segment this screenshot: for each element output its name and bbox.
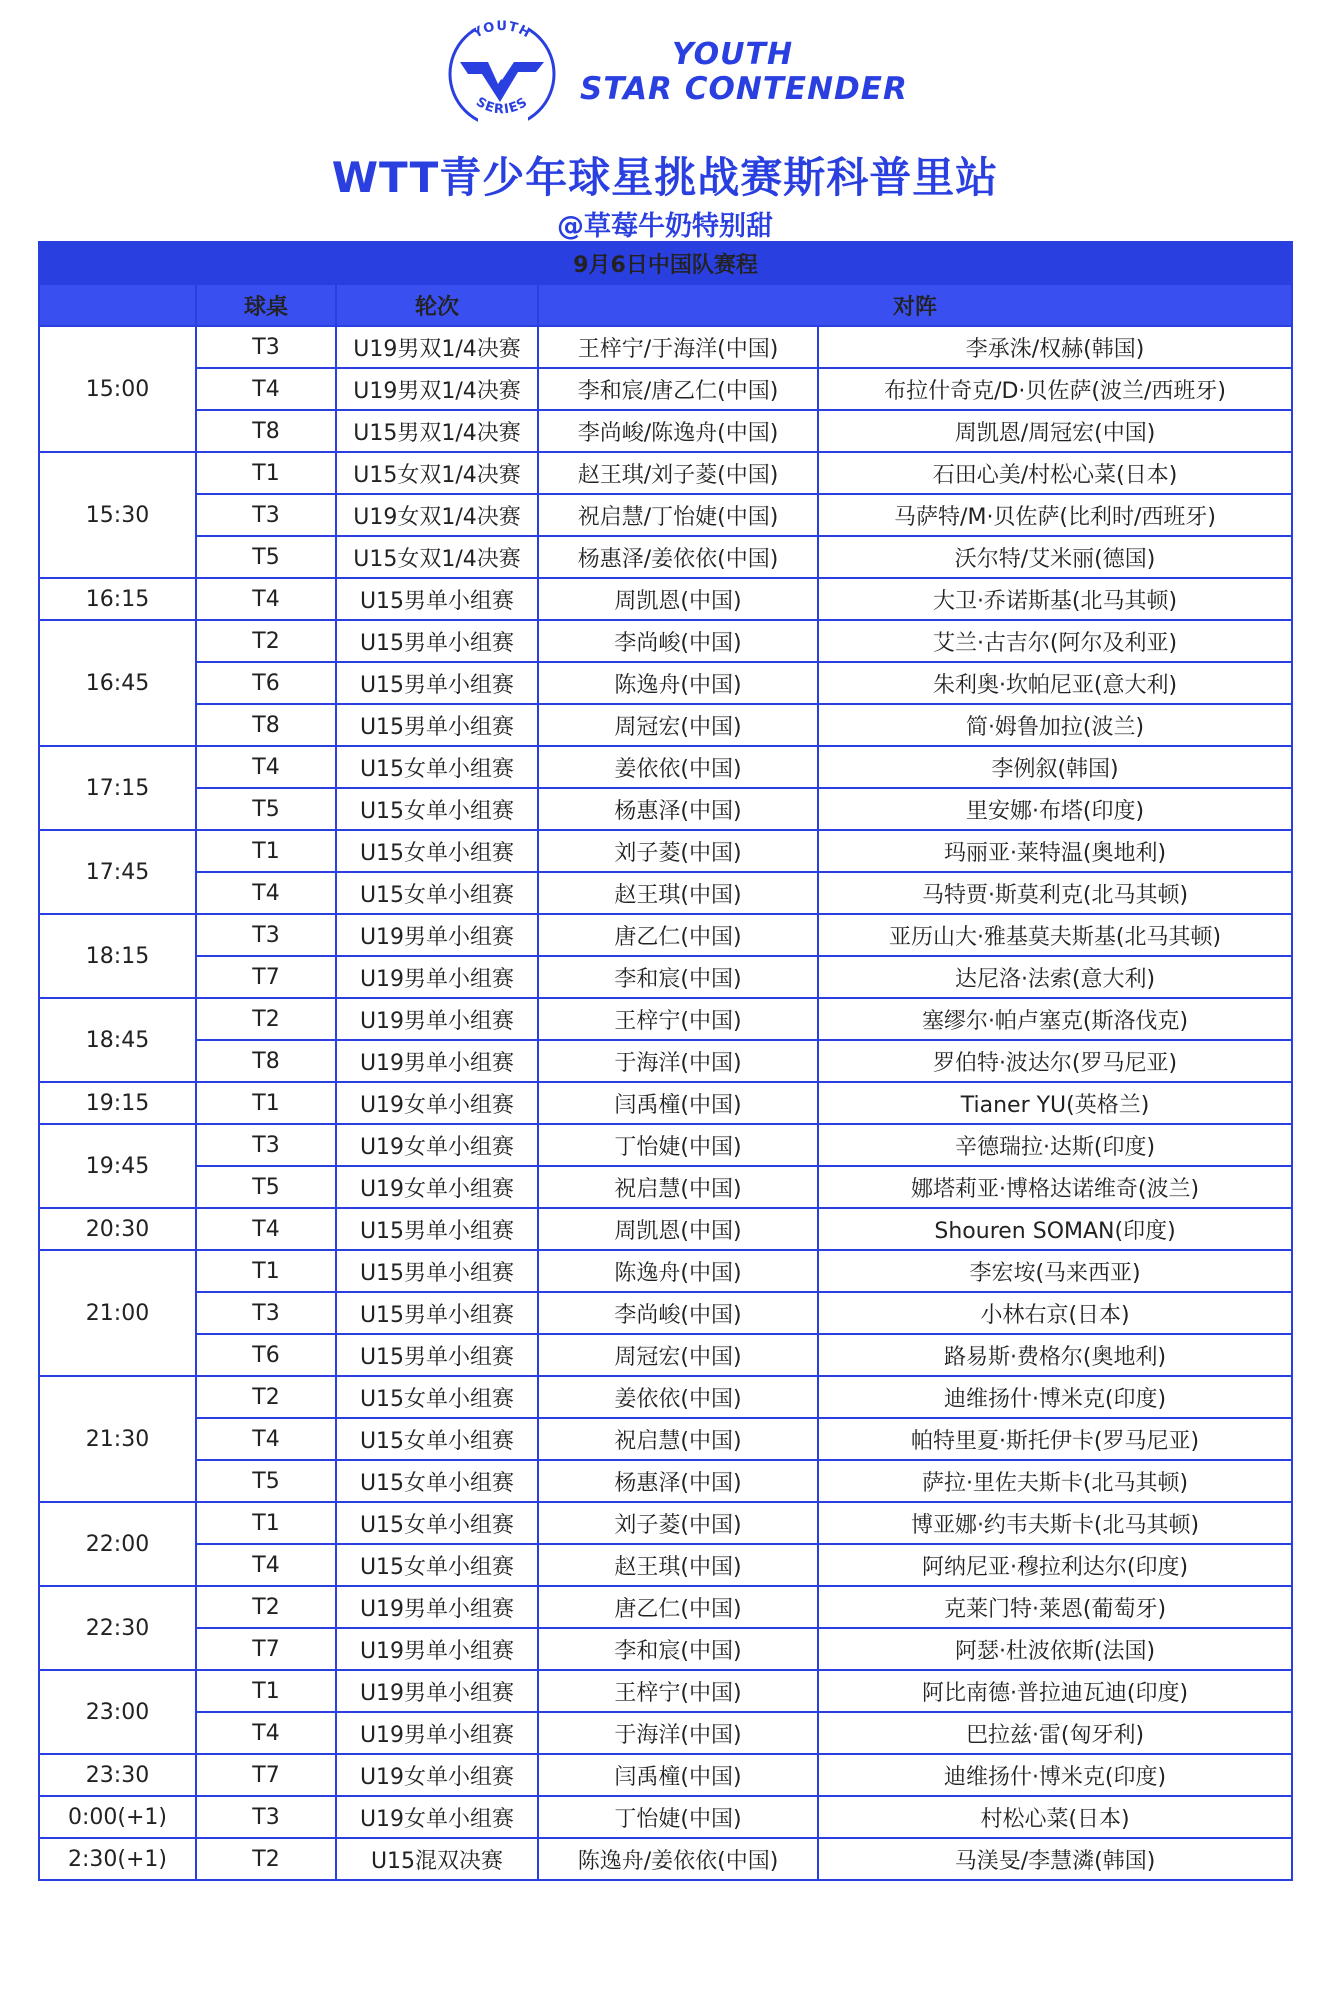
- china-player-cell: 李尚峻(中国): [538, 1292, 818, 1334]
- round-cell: U19男单小组赛: [336, 1670, 538, 1712]
- china-player-cell: 刘子菱(中国): [538, 1502, 818, 1544]
- table-row: [39, 998, 1292, 1040]
- round-cell: U15女单小组赛: [336, 830, 538, 872]
- schedule-table: [38, 241, 1293, 1881]
- china-player-cell: 祝启慧(中国): [538, 1166, 818, 1208]
- china-player-cell: 唐乙仁(中国): [538, 914, 818, 956]
- china-player-cell: 赵王琪/刘子菱(中国): [538, 452, 818, 494]
- round-cell: U15女单小组赛: [336, 1418, 538, 1460]
- china-player-cell: 祝启慧/丁怡婕(中国): [538, 494, 818, 536]
- round-cell: U15混双决赛: [336, 1838, 538, 1880]
- logo-line-2: STAR CONTENDER: [580, 71, 908, 107]
- table-cell: T4: [196, 1712, 336, 1754]
- table-cell: T2: [196, 1586, 336, 1628]
- china-player-cell: 周凯恩(中国): [538, 1208, 818, 1250]
- table-cell: T1: [196, 1250, 336, 1292]
- table-row: [39, 1460, 1292, 1502]
- opponent-cell: 迪维扬什·博米克(印度): [818, 1754, 1292, 1796]
- column-header-row: [39, 284, 1292, 326]
- opponent-cell: 石田心美/村松心菜(日本): [818, 452, 1292, 494]
- table-row: [39, 914, 1292, 956]
- round-cell: U19女单小组赛: [336, 1082, 538, 1124]
- opponent-cell: 李例叙(韩国): [818, 746, 1292, 788]
- round-cell: U15男单小组赛: [336, 1250, 538, 1292]
- round-cell: U15男单小组赛: [336, 704, 538, 746]
- table-row: [39, 452, 1292, 494]
- table-row: [39, 1838, 1292, 1880]
- china-player-cell: 杨惠泽/姜依依(中国): [538, 536, 818, 578]
- table-row: [39, 620, 1292, 662]
- opponent-cell: 娜塔莉亚·博格达诺维奇(波兰): [818, 1166, 1292, 1208]
- table-cell: T3: [196, 494, 336, 536]
- table-row: [39, 494, 1292, 536]
- opponent-cell: 周凯恩/周冠宏(中国): [818, 410, 1292, 452]
- table-cell: T5: [196, 536, 336, 578]
- round-cell: U15男单小组赛: [336, 662, 538, 704]
- round-cell: U15男单小组赛: [336, 1334, 538, 1376]
- time-slot: 22:30: [39, 1586, 196, 1670]
- china-player-cell: 周凯恩(中国): [538, 578, 818, 620]
- opponent-cell: 塞缪尔·帕卢塞克(斯洛伐克): [818, 998, 1292, 1040]
- china-player-cell: 李尚峻(中国): [538, 620, 818, 662]
- logo-wordmark: [580, 38, 908, 106]
- time-slot: 21:30: [39, 1376, 196, 1502]
- opponent-cell: 沃尔特/艾米丽(德国): [818, 536, 1292, 578]
- table-row: [39, 1376, 1292, 1418]
- table-row: [39, 1796, 1292, 1838]
- china-player-cell: 陈逸舟(中国): [538, 662, 818, 704]
- table-row: [39, 1040, 1292, 1082]
- china-player-cell: 赵王琪(中国): [538, 1544, 818, 1586]
- header: [0, 0, 1330, 240]
- round-cell: U15女双1/4决赛: [336, 452, 538, 494]
- logo-line-1: YOUTH: [672, 37, 794, 72]
- table-row: [39, 1418, 1292, 1460]
- time-slot: 21:00: [39, 1250, 196, 1376]
- table-cell: T6: [196, 1334, 336, 1376]
- table-row: [39, 830, 1292, 872]
- china-player-cell: 祝启慧(中国): [538, 1418, 818, 1460]
- opponent-cell: Shouren SOMAN(印度): [818, 1208, 1292, 1250]
- table-cell: T4: [196, 872, 336, 914]
- table-row: [39, 1250, 1292, 1292]
- china-player-cell: 于海洋(中国): [538, 1712, 818, 1754]
- schedule-banner: 9月6日中国队赛程: [39, 242, 1292, 284]
- column-header-time: [39, 284, 196, 326]
- china-player-cell: 丁怡婕(中国): [538, 1124, 818, 1166]
- opponent-cell: 萨拉·里佐夫斯卡(北马其顿): [818, 1460, 1292, 1502]
- opponent-cell: 简·姆鲁加拉(波兰): [818, 704, 1292, 746]
- china-player-cell: 刘子菱(中国): [538, 830, 818, 872]
- opponent-cell: 朱利奥·坎帕尼亚(意大利): [818, 662, 1292, 704]
- table-row: [39, 1670, 1292, 1712]
- table-row: [39, 1208, 1292, 1250]
- round-cell: U15女双1/4决赛: [336, 536, 538, 578]
- opponent-cell: 艾兰·古吉尔(阿尔及利亚): [818, 620, 1292, 662]
- table-cell: T2: [196, 998, 336, 1040]
- round-cell: U19男双1/4决赛: [336, 368, 538, 410]
- round-cell: U15女单小组赛: [336, 1502, 538, 1544]
- opponent-cell: 阿纳尼亚·穆拉利达尔(印度): [818, 1544, 1292, 1586]
- time-slot: 18:15: [39, 914, 196, 998]
- table-cell: T5: [196, 1166, 336, 1208]
- time-slot: 20:30: [39, 1208, 196, 1250]
- opponent-cell: 玛丽亚·莱特温(奥地利): [818, 830, 1292, 872]
- time-slot: 23:30: [39, 1754, 196, 1796]
- opponent-cell: 里安娜·布塔(印度): [818, 788, 1292, 830]
- table-row: [39, 704, 1292, 746]
- table-row: [39, 788, 1292, 830]
- china-player-cell: 于海洋(中国): [538, 1040, 818, 1082]
- table-row: [39, 1292, 1292, 1334]
- round-cell: U15男双1/4决赛: [336, 410, 538, 452]
- round-cell: U19男单小组赛: [336, 1586, 538, 1628]
- table-cell: T8: [196, 1040, 336, 1082]
- table-row: [39, 1166, 1292, 1208]
- table-row: [39, 956, 1292, 998]
- time-slot: 16:45: [39, 620, 196, 746]
- table-cell: T5: [196, 788, 336, 830]
- table-cell: T4: [196, 746, 336, 788]
- round-cell: U19女双1/4决赛: [336, 494, 538, 536]
- china-player-cell: 李尚峻/陈逸舟(中国): [538, 410, 818, 452]
- china-player-cell: 闫禹橦(中国): [538, 1754, 818, 1796]
- time-slot: 23:00: [39, 1670, 196, 1754]
- time-slot: 2:30(+1): [39, 1838, 196, 1880]
- time-slot: 22:00: [39, 1502, 196, 1586]
- china-player-cell: 李和宸(中国): [538, 1628, 818, 1670]
- round-cell: U19女单小组赛: [336, 1796, 538, 1838]
- time-slot: 15:00: [39, 326, 196, 452]
- table-row: [39, 1544, 1292, 1586]
- table-row: [39, 368, 1292, 410]
- table-cell: T4: [196, 1208, 336, 1250]
- table-cell: T7: [196, 956, 336, 998]
- opponent-cell: 大卫·乔诺斯基(北马其顿): [818, 578, 1292, 620]
- logo-arc-bottom-text: SERIES: [473, 94, 531, 118]
- opponent-cell: 马特贾·斯莫利克(北马其顿): [818, 872, 1292, 914]
- opponent-cell: 巴拉兹·雷(匈牙利): [818, 1712, 1292, 1754]
- opponent-cell: 布拉什奇克/D·贝佐萨(波兰/西班牙): [818, 368, 1292, 410]
- opponent-cell: 阿瑟·杜波依斯(法国): [818, 1628, 1292, 1670]
- opponent-cell: 帕特里夏·斯托伊卡(罗马尼亚): [818, 1418, 1292, 1460]
- table-cell: T2: [196, 1376, 336, 1418]
- china-player-cell: 王梓宁/于海洋(中国): [538, 326, 818, 368]
- opponent-cell: 马萨特/M·贝佐萨(比利时/西班牙): [818, 494, 1292, 536]
- opponent-cell: 亚历山大·雅基莫夫斯基(北马其顿): [818, 914, 1292, 956]
- table-cell: T7: [196, 1628, 336, 1670]
- table-cell: T1: [196, 830, 336, 872]
- round-cell: U15男单小组赛: [336, 578, 538, 620]
- china-player-cell: 丁怡婕(中国): [538, 1796, 818, 1838]
- opponent-cell: 阿比南德·普拉迪瓦迪(印度): [818, 1670, 1292, 1712]
- table-row: [39, 1502, 1292, 1544]
- table-cell: T3: [196, 1292, 336, 1334]
- table-row: [39, 1334, 1292, 1376]
- time-slot: 15:30: [39, 452, 196, 578]
- table-cell: T4: [196, 368, 336, 410]
- china-player-cell: 周冠宏(中国): [538, 704, 818, 746]
- china-player-cell: 王梓宁(中国): [538, 1670, 818, 1712]
- round-cell: U15男单小组赛: [336, 620, 538, 662]
- opponent-cell: 达尼洛·法索(意大利): [818, 956, 1292, 998]
- table-cell: T2: [196, 1838, 336, 1880]
- table-row: [39, 746, 1292, 788]
- china-player-cell: 陈逸舟/姜依依(中国): [538, 1838, 818, 1880]
- time-slot: 18:45: [39, 998, 196, 1082]
- table-row: [39, 1754, 1292, 1796]
- china-player-cell: 姜依依(中国): [538, 1376, 818, 1418]
- page-subtitle: @草莓牛奶特别甜: [557, 211, 773, 242]
- table-cell: T2: [196, 620, 336, 662]
- schedule-body: [39, 326, 1292, 1880]
- table-cell: T1: [196, 1082, 336, 1124]
- round-cell: U19男单小组赛: [336, 1712, 538, 1754]
- round-cell: U19男单小组赛: [336, 956, 538, 998]
- column-header-round: 轮次: [336, 284, 538, 326]
- schedule-banner-row: [39, 242, 1292, 284]
- table-cell: T1: [196, 452, 336, 494]
- round-cell: U19女单小组赛: [336, 1124, 538, 1166]
- table-cell: T8: [196, 410, 336, 452]
- table-row: [39, 1712, 1292, 1754]
- table-cell: T3: [196, 326, 336, 368]
- opponent-cell: Tianer YU(英格兰): [818, 1082, 1292, 1124]
- china-player-cell: 闫禹橦(中国): [538, 1082, 818, 1124]
- table-cell: T6: [196, 662, 336, 704]
- table-cell: T7: [196, 1754, 336, 1796]
- table-row: [39, 1586, 1292, 1628]
- page-title: WTT青少年球星挑战赛斯科普里站: [331, 153, 999, 202]
- table-cell: T8: [196, 704, 336, 746]
- time-slot: 19:15: [39, 1082, 196, 1124]
- round-cell: U15女单小组赛: [336, 1460, 538, 1502]
- round-cell: U19男单小组赛: [336, 1040, 538, 1082]
- china-player-cell: 杨惠泽(中国): [538, 788, 818, 830]
- round-cell: U19男双1/4决赛: [336, 326, 538, 368]
- china-player-cell: 李和宸/唐乙仁(中国): [538, 368, 818, 410]
- time-slot: 17:15: [39, 746, 196, 830]
- table-cell: T1: [196, 1502, 336, 1544]
- round-cell: U15男单小组赛: [336, 1292, 538, 1334]
- opponent-cell: 马渼旻/李慧潾(韩国): [818, 1838, 1292, 1880]
- china-player-cell: 周冠宏(中国): [538, 1334, 818, 1376]
- round-cell: U19女单小组赛: [336, 1754, 538, 1796]
- china-player-cell: 王梓宁(中国): [538, 998, 818, 1040]
- column-header-table: 球桌: [196, 284, 336, 326]
- opponent-cell: 辛德瑞拉·达斯(印度): [818, 1124, 1292, 1166]
- table-cell: T3: [196, 1124, 336, 1166]
- round-cell: U15女单小组赛: [336, 1376, 538, 1418]
- table-cell: T3: [196, 914, 336, 956]
- table-cell: T4: [196, 578, 336, 620]
- table-row: [39, 578, 1292, 620]
- table-cell: T4: [196, 1544, 336, 1586]
- wtt-youth-logo-icon: [438, 12, 566, 130]
- round-cell: U19女单小组赛: [336, 1166, 538, 1208]
- round-cell: U15女单小组赛: [336, 872, 538, 914]
- opponent-cell: 小林右京(日本): [818, 1292, 1292, 1334]
- table-row: [39, 1628, 1292, 1670]
- logo-arc-top-text: YOUTH: [470, 18, 534, 42]
- opponent-cell: 克莱门特·莱恩(葡萄牙): [818, 1586, 1292, 1628]
- table-row: [39, 662, 1292, 704]
- china-player-cell: 李和宸(中国): [538, 956, 818, 998]
- opponent-cell: 村松心菜(日本): [818, 1796, 1292, 1838]
- table-row: [39, 536, 1292, 578]
- table-cell: T3: [196, 1796, 336, 1838]
- opponent-cell: 李承洙/权赫(韩国): [818, 326, 1292, 368]
- china-player-cell: 赵王琪(中国): [538, 872, 818, 914]
- round-cell: U15男单小组赛: [336, 1208, 538, 1250]
- china-player-cell: 陈逸舟(中国): [538, 1250, 818, 1292]
- table-cell: T5: [196, 1460, 336, 1502]
- china-player-cell: 姜依依(中国): [538, 746, 818, 788]
- opponent-cell: 迪维扬什·博米克(印度): [818, 1376, 1292, 1418]
- round-cell: U19男单小组赛: [336, 998, 538, 1040]
- opponent-cell: 李宏垵(马来西亚): [818, 1250, 1292, 1292]
- china-player-cell: 唐乙仁(中国): [538, 1586, 818, 1628]
- time-slot: 19:45: [39, 1124, 196, 1208]
- table-row: [39, 1124, 1292, 1166]
- round-cell: U19男单小组赛: [336, 1628, 538, 1670]
- opponent-cell: 路易斯·费格尔(奥地利): [818, 1334, 1292, 1376]
- round-cell: U15女单小组赛: [336, 788, 538, 830]
- round-cell: U15女单小组赛: [336, 746, 538, 788]
- table-cell: T1: [196, 1670, 336, 1712]
- column-header-matchup: 对阵: [538, 284, 1292, 326]
- table-row: [39, 410, 1292, 452]
- opponent-cell: 博亚娜·约韦夫斯卡(北马其顿): [818, 1502, 1292, 1544]
- round-cell: U15女单小组赛: [336, 1544, 538, 1586]
- time-slot: 16:15: [39, 578, 196, 620]
- table-row: [39, 326, 1292, 368]
- china-player-cell: 杨惠泽(中国): [538, 1460, 818, 1502]
- time-slot: 0:00(+1): [39, 1796, 196, 1838]
- table-row: [39, 872, 1292, 914]
- opponent-cell: 罗伯特·波达尔(罗马尼亚): [818, 1040, 1292, 1082]
- time-slot: 17:45: [39, 830, 196, 914]
- table-row: [39, 1082, 1292, 1124]
- round-cell: U19男单小组赛: [336, 914, 538, 956]
- table-cell: T4: [196, 1418, 336, 1460]
